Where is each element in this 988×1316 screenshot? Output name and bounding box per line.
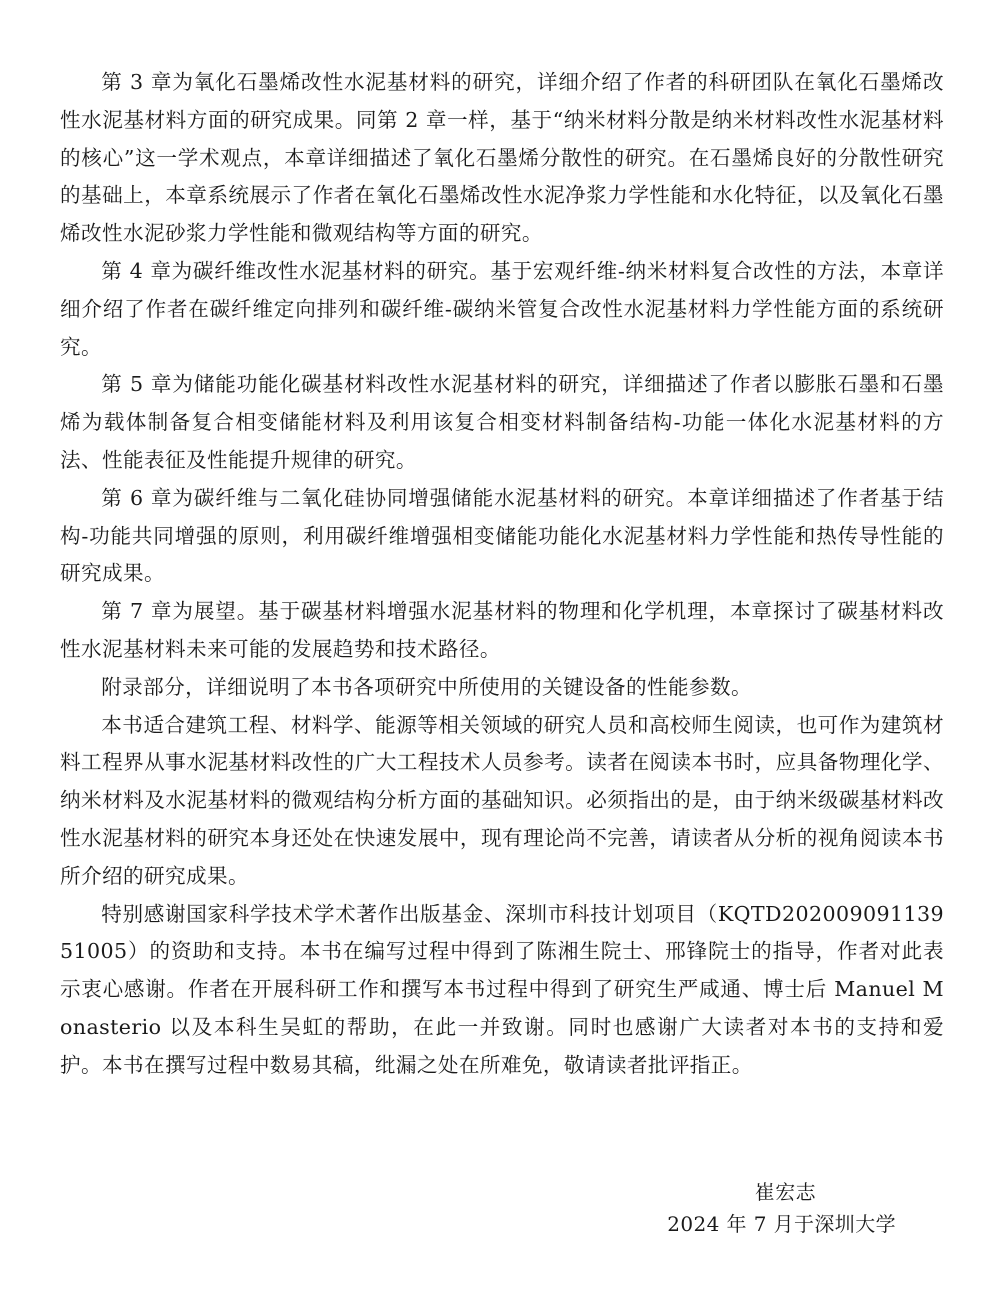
preface-body <box>60 64 944 1085</box>
paragraph-chapter-3: 第 3 章为氧化石墨烯改性水泥基材料的研究，详细介绍了作者的科研团队在氧化石墨烯改性水泥基材料方面的研究成果。同第 2 章一样，基于“纳米材料分散是纳米材料改性水泥基材料的核心”这一学术观点，本章详细描述了氧化石墨烯分散性的研究。在石墨烯良好的分散性研究的基础上，本章系统展示了作者在氧化石墨烯改性水泥净浆力学性能和水化特征，以及氧化石墨烯改性水泥砂浆力学性能和微观结构等方面的研究。 <box>60 70 944 246</box>
paragraph-chapter-4: 第 4 章为碳纤维改性水泥基材料的研究。基于宏观纤维-纳米材料复合改性的方法，本章详细介绍了作者在碳纤维定向排列和碳纤维-碳纳米管复合改性水泥基材料力学性能方面的系统研究。 <box>60 258 944 359</box>
paragraph-acknowledgements: 特别感谢国家科学技术学术著作出版基金、深圳市科技计划项目（KQTD20200909113951005）的资助和支持。本书在编写过程中得到了陈湘生院士、邢锋院士的指导，作者对此表示衷心感谢。作者在开展科研工作和撰写本书过程中得到了研究生严咸通、博士后 Manuel Monasterio 以及本科生吴虹的帮助，在此一并致谢。同时也感谢广大读者对本书的支持和爱护。本书在撰写过程中数易其稿，纰漏之处在所难免，敬请读者批评指正。 <box>60 901 944 1077</box>
author-name: 崔宏志 <box>754 1180 816 1204</box>
signature-block <box>667 1176 896 1240</box>
paragraph-chapter-5: 第 5 章为储能功能化碳基材料改性水泥基材料的研究，详细描述了作者以膨胀石墨和石墨烯为载体制备复合相变储能材料及利用该复合相变材料制备结构-功能一体化水泥基材料的方法、性能表征及性能提升规律的研究。 <box>60 372 944 472</box>
paragraph-audience: 本书适合建筑工程、材料学、能源等相关领域的研究人员和高校师生阅读，也可作为建筑材料工程界从事水泥基材料改性的广大工程技术人员参考。读者在阅读本书时，应具备物理化学、纳米材料及水泥基材料的微观结构分析方面的基础知识。必须指出的是，由于纳米级碳基材料改性水泥基材料的研究本身还处在快速发展中，现有理论尚不完善，请读者从分析的视角阅读本书所介绍的研究成果。 <box>60 712 944 888</box>
paragraph-appendix: 附录部分，详细说明了本书各项研究中所使用的关键设备的性能参数。 <box>101 674 752 699</box>
paragraph-chapter-6: 第 6 章为碳纤维与二氧化硅协同增强储能水泥基材料的研究。本章详细描述了作者基于结构-功能共同增强的原则，利用碳纤维增强相变储能功能化水泥基材料力学性能和热传导性能的研究成果。 <box>60 485 944 586</box>
signature-date: 2024 年 7 月于深圳大学 <box>667 1212 896 1236</box>
paragraph-chapter-7: 第 7 章为展望。基于碳基材料增强水泥基材料的物理和化学机理，本章探讨了碳基材料改性水泥基材料未来可能的发展趋势和技术路径。 <box>60 599 944 661</box>
